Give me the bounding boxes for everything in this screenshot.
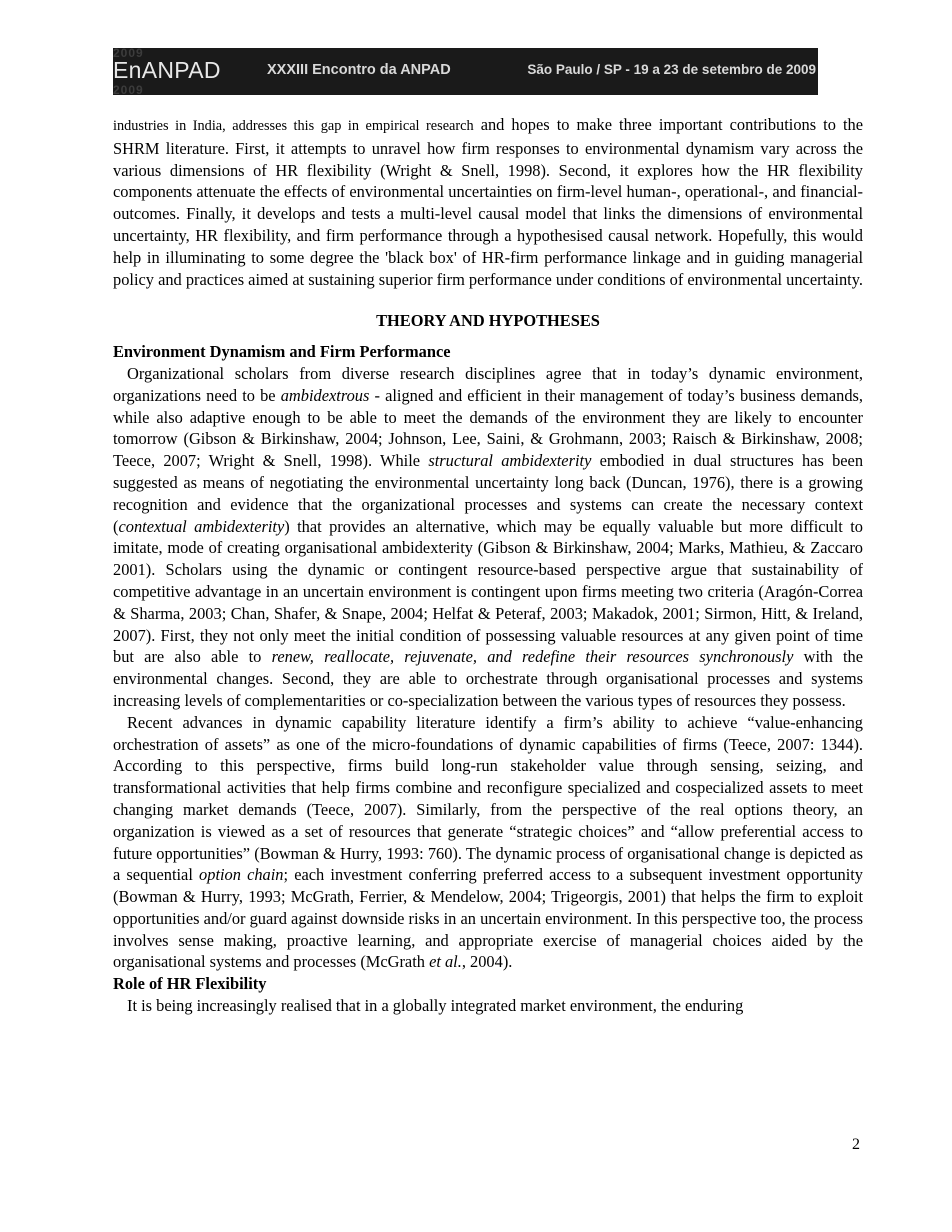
paragraph-hr-flexibility: It is being increasingly realised that in a globally integrated market environment, the enduring — [127, 996, 744, 1016]
text-run: , 2004). — [461, 952, 513, 972]
banner-place: São Paulo / SP - 19 a 23 de setembro de 2009 — [527, 62, 816, 77]
text-run: Recent advances in dynamic capability literature identify a firm’s ability to achieve “value-enhancing orchestration of assets” as one of the micro-foundations of dynamic capabilities of firms (Teece, 2007: 1344). According to this perspective, firms build long-run stakeholder value through sensing, seizing, and transformational activities that help firms combine and reconfigure specialized and cospecialized assets to meet changing market demands (Teece, 2007). Similarly, from the perspective of the real options theory, an organization is viewed as a set of resources that generate “strategic choices” and “allow preferential access to future opportunities” (Bowman & Hurry, 1993: 760). The dynamic process of organisational change is depicted as a sequential — [113, 712, 863, 885]
italic-run: option chain — [199, 865, 284, 885]
text-run: ) that provides an alternative, which may be equally valuable but more difficult to imitate, mode of creating organisational ambidexterity (Gibson & Birkinshaw, 2004; Marks, Mathieu, & Zaccaro 2001). Scholars using the dynamic or contingent resource-based perspective argue that sustainability of competitive advantage in an uncertain environment is contingent upon firms meeting two criteria (Aragón-Correa & Sharma, 2003; Chan, Shafer, & Snape, 2004; Helfat & Peteraf, 2003; Makadok, 2001; Sirmon, Hitt, & Ireland, 2007). First, they not only meet the initial condition of possessing valuable resources at any given point of time but are also able to — [113, 516, 863, 667]
banner-event: XXXIII Encontro da ANPAD — [267, 62, 451, 78]
italic-run: structural ambidexterity — [428, 451, 592, 471]
banner-year-bottom: 2009 — [113, 83, 144, 95]
italic-run: et al. — [429, 952, 462, 972]
page-body — [113, 114, 863, 1017]
paragraph-ambidexterity — [113, 363, 863, 712]
intro-lead: industries in India, addresses this gap in empirical research — [113, 118, 474, 134]
banner-year-top: 2009 — [113, 48, 144, 60]
text-run: embodied in dual structures has been suggested as means of negotiating the environmental uncertainty long back (Duncan, 1976), there is a growing recognition and evidence that the organizational processes and systems can create the necessary context ( — [113, 451, 864, 536]
banner-brand: EnANPAD — [113, 57, 221, 83]
intro-paragraph — [113, 114, 863, 290]
subheading-environment-dynamism: Environment Dynamism and Firm Performance — [113, 342, 451, 362]
text-run: - aligned and efficient in their management of today’s business demands, while also adaptive enough to be able to meet the demands of the environment they are likely to encounter tomorrow (Gibson & Birkinshaw, 2004; Johnson, Lee, Saini, & Grohmann, 2003; Raisch & Birkinshaw, 2008; Teece, 2007; Wright & Snell, 1998). While — [113, 385, 863, 471]
conference-banner — [113, 48, 818, 95]
intro-rest: and hopes to make three important contributions to the SHRM literature. First, it attempts to unravel how firm responses to environmental dynamism vary across the various dimensions of HR flexibility (Wright & Snell, 1998). Second, it explores how the HR flexibility components attenuate the effects of environmental uncertainties on firm-level human-, operational-, and financial-outcomes. Finally, it develops and tests a multi-level causal model that links the dimensions of environmental uncertainty, HR flexibility, and firm performance through a hypothesised causal network. Hopefully, this would help in illuminating to some degree the 'black box' of HR-firm performance linkage and in guiding managerial policy and practices aimed at sustaining superior firm performance under conditions of environmental uncertainty. — [113, 115, 863, 289]
text-run: Organizational scholars from diverse research disciplines agree that in today’s dynamic environment, organizations need to be — [113, 363, 863, 405]
subheading-hr-flexibility: Role of HR Flexibility — [113, 974, 267, 994]
paragraph-dynamic-capability — [113, 712, 863, 974]
section-title: THEORY AND HYPOTHESES — [376, 311, 600, 331]
italic-run: contextual ambidexterity — [118, 516, 285, 536]
text-run: with the environmental changes. Second, they are able to orchestrate through organisational processes and systems increasing levels of complementarities or co-specialization between the various types of resources they possess. — [113, 647, 864, 710]
page-number: 2 — [852, 1136, 860, 1153]
italic-run: renew, reallocate, rejuvenate, and redefine their resources synchronously — [271, 647, 794, 667]
italic-run: ambidextrous — [280, 385, 370, 405]
text-run: ; each investment conferring preferred access to a subsequent investment opportunity (Bowman & Hurry, 1993; McGrath, Ferrier, & Mendelow, 2004; Trigeorgis, 2001) that helps the firm to exploit opportunities and/or guard against downside risks in an uncertain environment. In this perspective too, the process involves sense making, proactive learning, and appropriate exercise of managerial choices aided by the organisational systems and processes (McGrath — [113, 865, 864, 972]
